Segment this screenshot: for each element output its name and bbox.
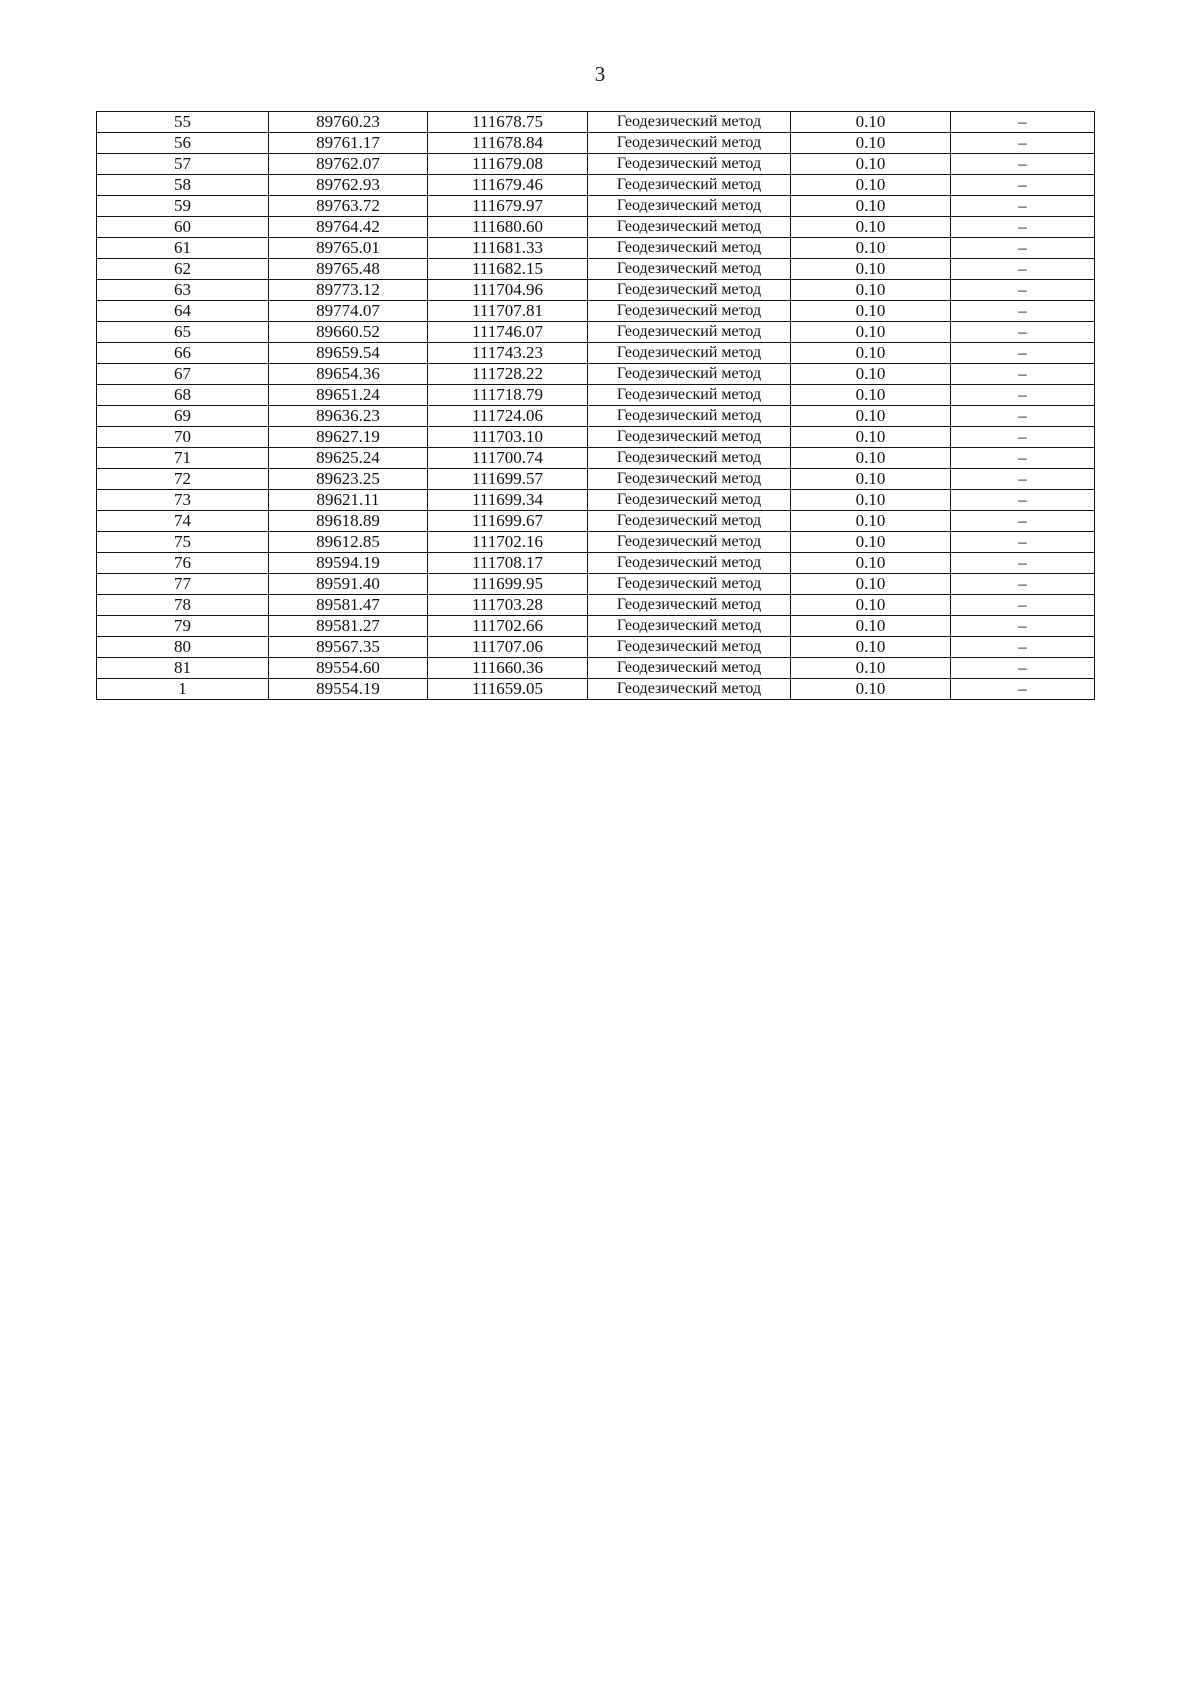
table-row [97,679,1095,700]
x-coordinate-cell: 89773.12 [269,280,428,301]
accuracy-cell: 0.10 [791,112,951,133]
method-cell: Геодезический метод [588,259,791,280]
accuracy-cell: 0.10 [791,679,951,700]
table-row [97,217,1095,238]
x-coordinate-cell: 89625.24 [269,448,428,469]
x-coordinate-cell: 89554.60 [269,658,428,679]
y-coordinate-cell: 111681.33 [428,238,588,259]
accuracy-cell: 0.10 [791,595,951,616]
method-cell: Геодезический метод [588,154,791,175]
y-coordinate-cell: 111680.60 [428,217,588,238]
accuracy-cell: 0.10 [791,574,951,595]
point-number-cell: 59 [97,196,269,217]
y-coordinate-cell: 111708.17 [428,553,588,574]
accuracy-cell: 0.10 [791,616,951,637]
description-cell: – [951,385,1095,406]
coordinates-table-body [97,112,1095,700]
description-cell: – [951,427,1095,448]
table-row [97,301,1095,322]
method-cell: Геодезический метод [588,322,791,343]
x-coordinate-cell: 89618.89 [269,511,428,532]
accuracy-cell: 0.10 [791,217,951,238]
point-number-cell: 63 [97,280,269,301]
point-number-cell: 74 [97,511,269,532]
method-cell: Геодезический метод [588,406,791,427]
point-number-cell: 80 [97,637,269,658]
y-coordinate-cell: 111699.67 [428,511,588,532]
point-number-cell: 81 [97,658,269,679]
method-cell: Геодезический метод [588,301,791,322]
method-cell: Геодезический метод [588,133,791,154]
y-coordinate-cell: 111707.06 [428,637,588,658]
point-number-cell: 56 [97,133,269,154]
description-cell: – [951,616,1095,637]
description-cell: – [951,196,1095,217]
y-coordinate-cell: 111679.08 [428,154,588,175]
accuracy-cell: 0.10 [791,364,951,385]
description-cell: – [951,490,1095,511]
point-number-cell: 73 [97,490,269,511]
table-row [97,364,1095,385]
accuracy-cell: 0.10 [791,637,951,658]
method-cell: Геодезический метод [588,217,791,238]
description-cell: – [951,280,1095,301]
x-coordinate-cell: 89636.23 [269,406,428,427]
table-row [97,616,1095,637]
table-row [97,595,1095,616]
description-cell: – [951,322,1095,343]
method-cell: Геодезический метод [588,679,791,700]
description-cell: – [951,679,1095,700]
table-row [97,511,1095,532]
table-row [97,637,1095,658]
y-coordinate-cell: 111746.07 [428,322,588,343]
table-row [97,490,1095,511]
accuracy-cell: 0.10 [791,385,951,406]
x-coordinate-cell: 89623.25 [269,469,428,490]
accuracy-cell: 0.10 [791,532,951,553]
y-coordinate-cell: 111679.97 [428,196,588,217]
point-number-cell: 76 [97,553,269,574]
table-row [97,574,1095,595]
y-coordinate-cell: 111678.84 [428,133,588,154]
method-cell: Геодезический метод [588,553,791,574]
point-number-cell: 64 [97,301,269,322]
y-coordinate-cell: 111678.75 [428,112,588,133]
accuracy-cell: 0.10 [791,175,951,196]
description-cell: – [951,364,1095,385]
accuracy-cell: 0.10 [791,343,951,364]
x-coordinate-cell: 89763.72 [269,196,428,217]
method-cell: Геодезический метод [588,595,791,616]
description-cell: – [951,238,1095,259]
point-number-cell: 72 [97,469,269,490]
accuracy-cell: 0.10 [791,658,951,679]
accuracy-cell: 0.10 [791,154,951,175]
x-coordinate-cell: 89654.36 [269,364,428,385]
method-cell: Геодезический метод [588,532,791,553]
method-cell: Геодезический метод [588,175,791,196]
table-row [97,553,1095,574]
table-row [97,658,1095,679]
point-number-cell: 77 [97,574,269,595]
method-cell: Геодезический метод [588,616,791,637]
y-coordinate-cell: 111704.96 [428,280,588,301]
x-coordinate-cell: 89554.19 [269,679,428,700]
table-row [97,259,1095,280]
x-coordinate-cell: 89659.54 [269,343,428,364]
method-cell: Геодезический метод [588,343,791,364]
method-cell: Геодезический метод [588,637,791,658]
accuracy-cell: 0.10 [791,553,951,574]
y-coordinate-cell: 111702.16 [428,532,588,553]
y-coordinate-cell: 111682.15 [428,259,588,280]
table-row [97,196,1095,217]
accuracy-cell: 0.10 [791,490,951,511]
table-row [97,448,1095,469]
point-number-cell: 61 [97,238,269,259]
table-row [97,469,1095,490]
y-coordinate-cell: 111743.23 [428,343,588,364]
x-coordinate-cell: 89760.23 [269,112,428,133]
accuracy-cell: 0.10 [791,448,951,469]
y-coordinate-cell: 111702.66 [428,616,588,637]
method-cell: Геодезический метод [588,112,791,133]
coordinates-table [96,111,1095,700]
y-coordinate-cell: 111724.06 [428,406,588,427]
description-cell: – [951,406,1095,427]
accuracy-cell: 0.10 [791,469,951,490]
point-number-cell: 60 [97,217,269,238]
method-cell: Геодезический метод [588,658,791,679]
point-number-cell: 79 [97,616,269,637]
y-coordinate-cell: 111703.28 [428,595,588,616]
table-row [97,112,1095,133]
description-cell: – [951,259,1095,280]
x-coordinate-cell: 89591.40 [269,574,428,595]
x-coordinate-cell: 89651.24 [269,385,428,406]
accuracy-cell: 0.10 [791,259,951,280]
accuracy-cell: 0.10 [791,196,951,217]
x-coordinate-cell: 89761.17 [269,133,428,154]
y-coordinate-cell: 111699.57 [428,469,588,490]
description-cell: – [951,301,1095,322]
point-number-cell: 78 [97,595,269,616]
y-coordinate-cell: 111703.10 [428,427,588,448]
method-cell: Геодезический метод [588,364,791,385]
point-number-cell: 55 [97,112,269,133]
table-row [97,154,1095,175]
table-row [97,532,1095,553]
description-cell: – [951,343,1095,364]
method-cell: Геодезический метод [588,196,791,217]
table-row [97,427,1095,448]
description-cell: – [951,574,1095,595]
accuracy-cell: 0.10 [791,133,951,154]
x-coordinate-cell: 89660.52 [269,322,428,343]
point-number-cell: 70 [97,427,269,448]
method-cell: Геодезический метод [588,385,791,406]
description-cell: – [951,511,1095,532]
description-cell: – [951,595,1095,616]
description-cell: – [951,154,1095,175]
method-cell: Геодезический метод [588,511,791,532]
point-number-cell: 67 [97,364,269,385]
method-cell: Геодезический метод [588,469,791,490]
description-cell: – [951,175,1095,196]
y-coordinate-cell: 111699.34 [428,490,588,511]
x-coordinate-cell: 89764.42 [269,217,428,238]
x-coordinate-cell: 89627.19 [269,427,428,448]
y-coordinate-cell: 111679.46 [428,175,588,196]
description-cell: – [951,658,1095,679]
x-coordinate-cell: 89567.35 [269,637,428,658]
accuracy-cell: 0.10 [791,427,951,448]
method-cell: Геодезический метод [588,280,791,301]
point-number-cell: 68 [97,385,269,406]
table-row [97,238,1095,259]
x-coordinate-cell: 89581.27 [269,616,428,637]
x-coordinate-cell: 89765.01 [269,238,428,259]
accuracy-cell: 0.10 [791,322,951,343]
method-cell: Геодезический метод [588,574,791,595]
y-coordinate-cell: 111700.74 [428,448,588,469]
x-coordinate-cell: 89765.48 [269,259,428,280]
table-row [97,343,1095,364]
point-number-cell: 58 [97,175,269,196]
table-row [97,133,1095,154]
y-coordinate-cell: 111659.05 [428,679,588,700]
description-cell: – [951,112,1095,133]
x-coordinate-cell: 89594.19 [269,553,428,574]
table-row [97,175,1095,196]
y-coordinate-cell: 111660.36 [428,658,588,679]
description-cell: – [951,217,1095,238]
point-number-cell: 65 [97,322,269,343]
description-cell: – [951,532,1095,553]
page-number: 3 [594,62,606,86]
accuracy-cell: 0.10 [791,238,951,259]
table-row [97,322,1095,343]
y-coordinate-cell: 111707.81 [428,301,588,322]
method-cell: Геодезический метод [588,238,791,259]
accuracy-cell: 0.10 [791,301,951,322]
table-row [97,280,1095,301]
description-cell: – [951,637,1095,658]
x-coordinate-cell: 89762.07 [269,154,428,175]
x-coordinate-cell: 89612.85 [269,532,428,553]
x-coordinate-cell: 89581.47 [269,595,428,616]
method-cell: Геодезический метод [588,427,791,448]
y-coordinate-cell: 111718.79 [428,385,588,406]
point-number-cell: 71 [97,448,269,469]
point-number-cell: 69 [97,406,269,427]
accuracy-cell: 0.10 [791,406,951,427]
accuracy-cell: 0.10 [791,280,951,301]
description-cell: – [951,553,1095,574]
accuracy-cell: 0.10 [791,511,951,532]
description-cell: – [951,469,1095,490]
y-coordinate-cell: 111699.95 [428,574,588,595]
method-cell: Геодезический метод [588,490,791,511]
description-cell: – [951,448,1095,469]
x-coordinate-cell: 89621.11 [269,490,428,511]
table-row [97,406,1095,427]
point-number-cell: 62 [97,259,269,280]
x-coordinate-cell: 89762.93 [269,175,428,196]
point-number-cell: 75 [97,532,269,553]
point-number-cell: 57 [97,154,269,175]
point-number-cell: 1 [97,679,269,700]
table-row [97,385,1095,406]
x-coordinate-cell: 89774.07 [269,301,428,322]
method-cell: Геодезический метод [588,448,791,469]
point-number-cell: 66 [97,343,269,364]
y-coordinate-cell: 111728.22 [428,364,588,385]
description-cell: – [951,133,1095,154]
